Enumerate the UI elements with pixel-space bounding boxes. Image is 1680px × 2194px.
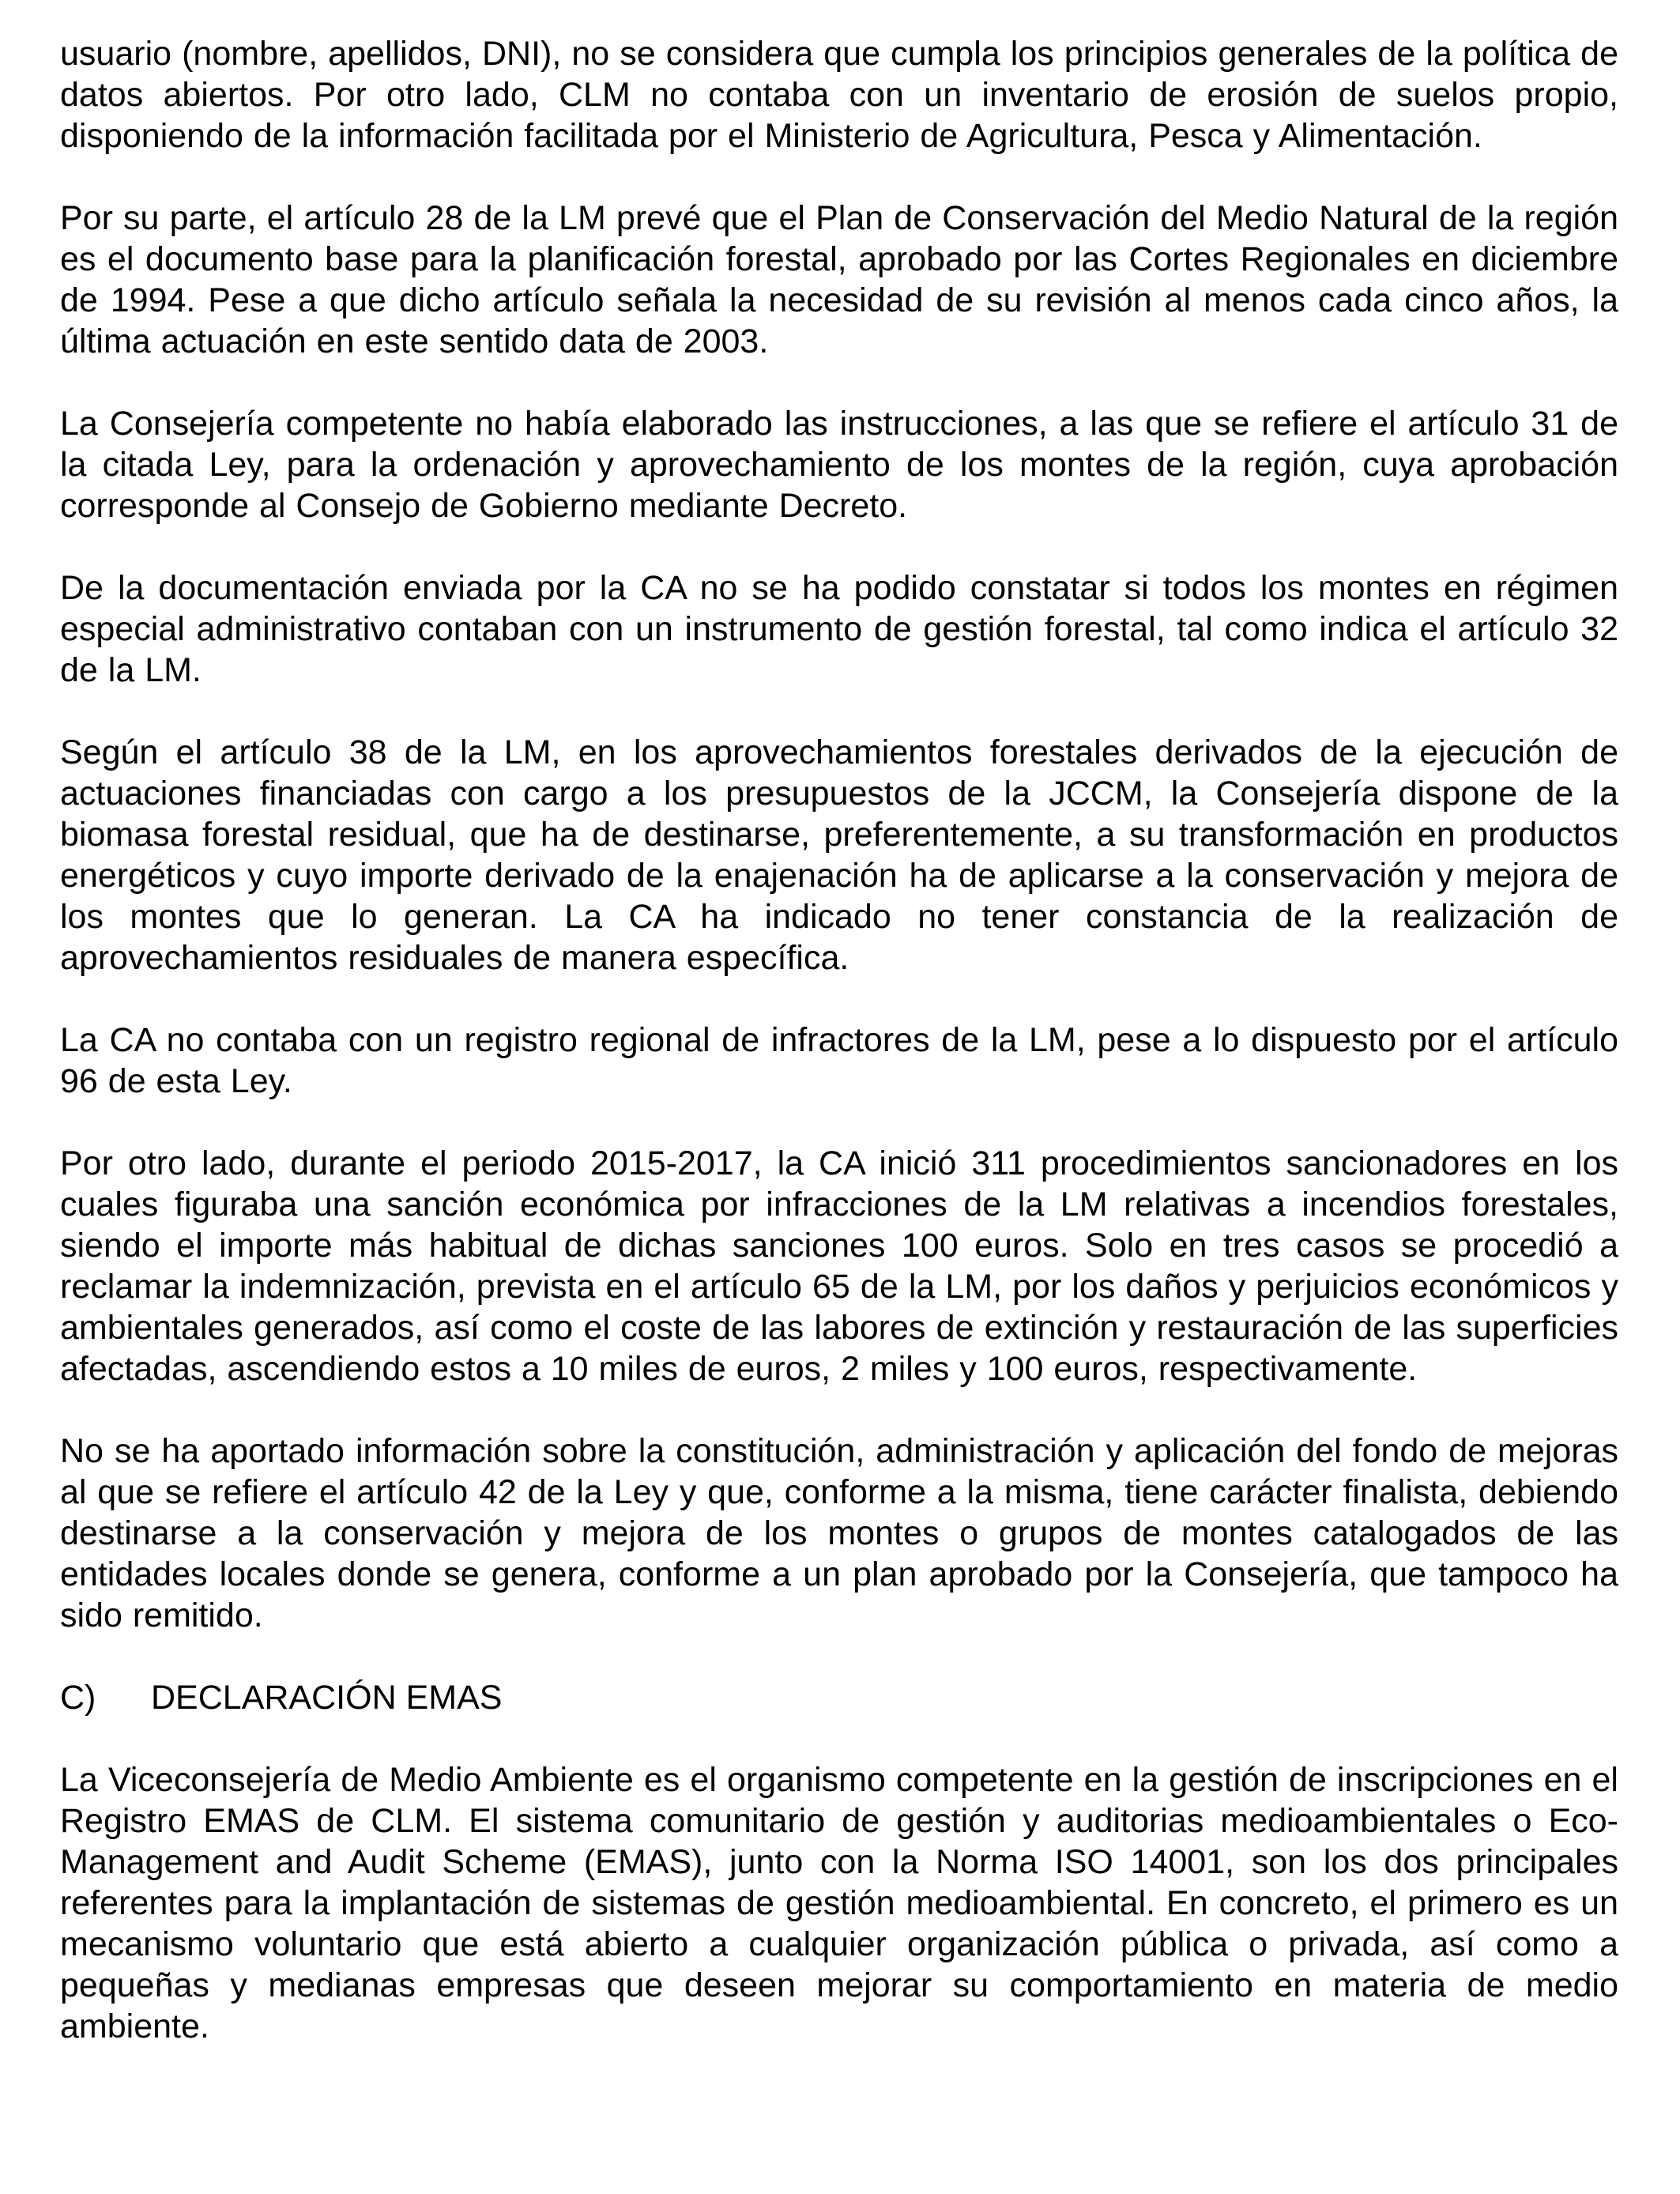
paragraph-fondo-mejoras: No se ha aportado información sobre la constitución, administración y aplicación del fondo de mejoras al que se refiere el artículo 42 de la Ley y que, conforme a la misma, tiene carácter finalista, debiendo destinarse a la conservación y mejora de los montes o grupos de montes catalogados de las entidades locales donde se genera, conforme a un plan aprobado por la Consejería, que tampoco ha sido remitido. bbox=[60, 1432, 1618, 1634]
paragraph-viceconsejeria-emas: La Viceconsejería de Medio Ambiente es el organismo competente en la gestión de inscripciones en el Registro EMAS de CLM. El sistema comunitario de gestión y auditorias medioambientales o Eco-Management and Audit Scheme (EMAS), junto con la Norma ISO 14001, son los dos principales referentes para la implantación de sistemas de gestión medioambiental. En concreto, el primero es un mecanismo voluntario que está abierto a cualquier organización pública o privada, así como a pequeñas y medianas empresas que deseen mejorar su comportamiento en materia de medio ambiente. bbox=[60, 1761, 1618, 2045]
section-heading-emas bbox=[60, 1677, 1618, 1718]
section-title: DECLARACIÓN EMAS bbox=[151, 1679, 503, 1717]
paragraph-procedimientos-sancionadores: Por otro lado, durante el periodo 2015-2017, la CA inició 311 procedimientos sancionadores en los cuales figuraba una sanción económica por infracciones de la LM relativas a incendios forestales, siendo el importe más habitual de dichas sanciones 100 euros. Solo en tres casos se procedió a reclamar la indemnización, prevista en el artículo 65 de la LM, por los daños y perjuicios económicos y ambientales generados, así como el coste de las labores de extinción y restauración de las superficies afectadas, ascendiendo estos a 10 miles de euros, 2 miles y 100 euros, respectivamente. bbox=[60, 1144, 1618, 1388]
document-page bbox=[60, 33, 1618, 2047]
paragraph-instrumento-gestion: De la documentación enviada por la CA no se ha podido constatar si todos los montes en régimen especial administrativo contaban con un instrumento de gestión forestal, tal como indica el artículo 32 de la LM. bbox=[60, 569, 1618, 689]
paragraph-datos-abiertos: usuario (nombre, apellidos, DNI), no se considera que cumpla los principios generales de la política de datos abiertos. Por otro lado, CLM no contaba con un inventario de erosión de suelos propio, disponiendo de la información facilitada por el Ministerio de Agricultura, Pesca y Alimentación. bbox=[60, 35, 1618, 155]
paragraph-plan-conservacion: Por su parte, el artículo 28 de la LM prevé que el Plan de Conservación del Medio Natural de la región es el documento base para la planificación forestal, aprobado por las Cortes Regionales en diciembre de 1994. Pese a que dicho artículo señala la necesidad de su revisión al menos cada cinco años, la última actuación en este sentido data de 2003. bbox=[60, 199, 1618, 360]
section-letter: C) bbox=[60, 1679, 96, 1717]
paragraph-instrucciones-ordenacion: La Consejería competente no había elaborado las instrucciones, a las que se refiere el artículo 31 de la citada Ley, para la ordenación y aprovechamiento de los montes de la región, cuya aprobación corresponde al Consejo de Gobierno mediante Decreto. bbox=[60, 405, 1618, 525]
paragraph-registro-infractores: La CA no contaba con un registro regional de infractores de la LM, pese a lo dispuesto por el artículo 96 de esta Ley. bbox=[60, 1021, 1618, 1100]
paragraph-biomasa-forestal: Según el artículo 38 de la LM, en los aprovechamientos forestales derivados de la ejecución de actuaciones financiadas con cargo a los presupuestos de la JCCM, la Consejería dispone de la biomasa forestal residual, que ha de destinarse, preferentemente, a su transformación en productos energéticos y cuyo importe derivado de la enajenación ha de aplicarse a la conservación y mejora de los montes que lo generan. La CA ha indicado no tener constancia de la realización de aprovechamientos residuales de manera específica. bbox=[60, 733, 1618, 977]
